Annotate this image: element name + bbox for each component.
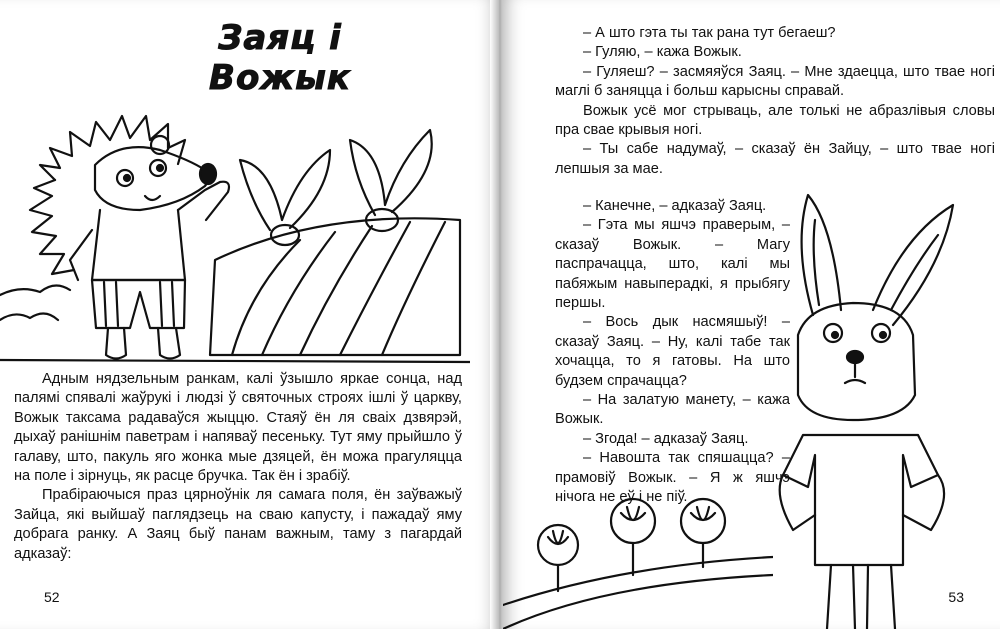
paragraph: – Вось дык насмяшыў! – сказаў Заяц. – Ну, калі табе так хочацца, то я гатовы. На што будзем спрачацца? xyxy=(555,314,790,389)
right-page-text-top xyxy=(555,24,995,179)
hare-illustration xyxy=(753,185,993,629)
page-number-left: 52 xyxy=(44,589,60,605)
left-page xyxy=(0,0,497,629)
paragraph: – Згода! – адказаў Заяц. xyxy=(583,430,749,447)
paragraph: – Ты сабе надумаў, – сказаў ён Зайцу, – што твае ногі лепшыя за мае. xyxy=(555,141,995,177)
paragraph: – На залатую манету, – кажа Вожык. xyxy=(555,392,790,428)
paragraph: Вожык усё мог стрываць, але толькі не абразлівыя словы пра свае крывыя ногі. xyxy=(555,102,995,139)
story-title: Заяц і Вожык xyxy=(209,18,351,98)
paragraph: Адным нядзельным ранкам, калі ўзышло яркае сонца, над палямі спявалі жаўрукі і людзі ў святочных строях ішлі ў царкву, Вожык таксама радаваўся жыццю. Стаяў ён ля сваіх дзвярэй, дыхаў ранішнім паветрам і напяваў песеньку. Тут яму прыйшло ў галаву, што, пакуль яго жонка мые дзяцей, ён можа прагуляцца на поле і зірнуць, як расце бручка. Так ён і зрабіў. xyxy=(14,371,462,485)
hedgehog-illustration xyxy=(0,70,470,365)
paragraph: Прабіраючыся праз цярноўнік ля самага поля, ён заўважыў Зайца, які выйшаў паглядзець на сваю капусту, і пажадаў яму добрага ранку. А Заяц быў панам важным, таму з пагардай адказаў: xyxy=(14,487,462,562)
paragraph: – Канечне, – адказаў Заяц. xyxy=(583,198,767,214)
right-page xyxy=(503,0,1000,629)
paragraph: – А што гэта ты так рана тут бегаеш? xyxy=(583,25,836,41)
cabbage-row-illustration xyxy=(503,495,773,629)
page-number-right: 53 xyxy=(948,589,964,605)
left-page-text xyxy=(14,370,462,564)
paragraph: – Гэта мы яшчэ праверым, – сказаў Вожык. – Магу паспрачацца, што, калі мы пабяжым навыперадкі, я прыбягу першы. xyxy=(555,217,790,312)
paragraph: – Гуляю, – кажа Вожык. xyxy=(583,44,742,61)
paragraph: – Навошта так спяшацца? – прамовіў Вожык. – Я ж яшчэ нічога не еў і не піў. xyxy=(555,450,790,506)
paragraph: – Гуляеш? – засмяяўся Заяц. – Мне здаецца, што твае ногі маглі б заняцца і больш карысны справай. xyxy=(555,63,995,100)
